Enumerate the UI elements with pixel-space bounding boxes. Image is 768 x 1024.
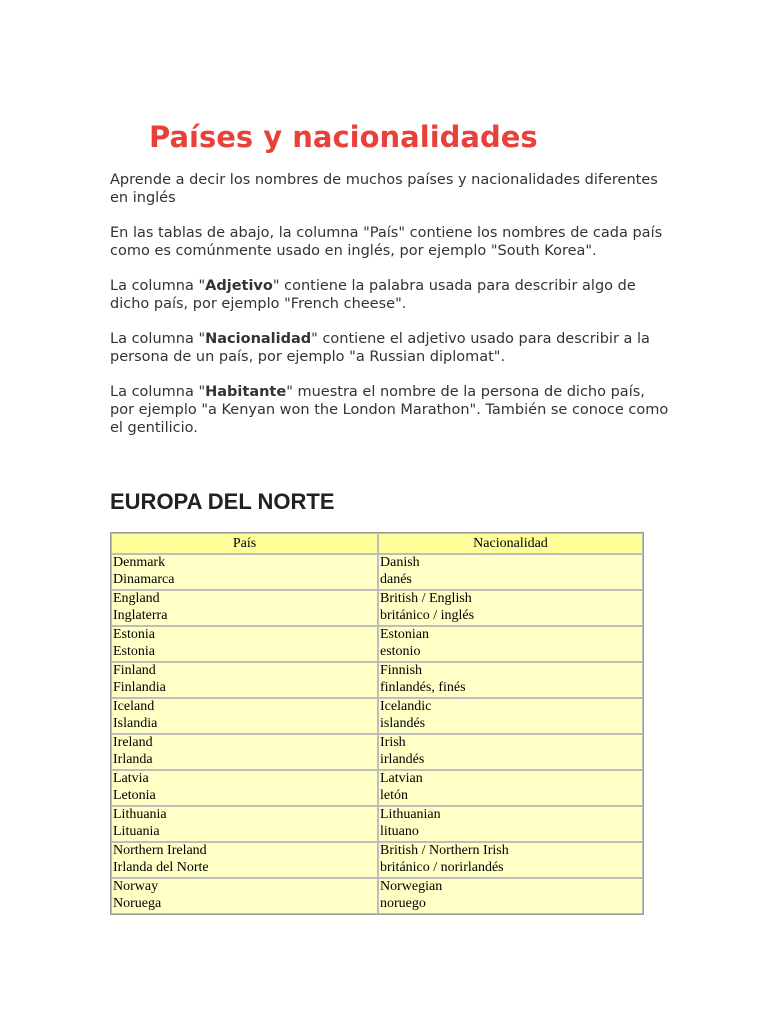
nationality-english: Finnish	[380, 663, 423, 678]
nationality-spanish: finlandés, finés	[380, 679, 466, 695]
nationality-spanish: noruego	[380, 895, 426, 911]
table-row	[111, 662, 643, 698]
country-name-english: Lithuania	[113, 807, 167, 822]
country-name-spanish: Lituania	[113, 823, 160, 839]
nationality-cell	[378, 878, 643, 914]
country-name-spanish: Islandia	[113, 715, 158, 731]
country-cell	[111, 806, 378, 842]
country-name-english: Iceland	[113, 699, 155, 714]
nationality-cell	[378, 662, 643, 698]
page-title: Países y nacionalidades	[149, 120, 538, 154]
table-row	[111, 878, 643, 914]
nationality-spanish: danés	[380, 571, 412, 587]
nationality-spanish: británico / inglés	[380, 607, 475, 623]
country-name-spanish: Estonia	[113, 643, 155, 659]
table-row	[111, 698, 643, 734]
country-name-spanish: Inglaterra	[113, 607, 168, 623]
country-name-spanish: Letonia	[113, 787, 156, 803]
country-cell	[111, 698, 378, 734]
nationality-english: Norwegian	[380, 879, 443, 894]
nationality-cell	[378, 590, 643, 626]
section-heading: EUROPA DEL NORTE	[110, 489, 335, 514]
country-name-english: Finland	[113, 663, 156, 678]
intro-paragraph-4	[110, 330, 670, 366]
country-name-english: England	[113, 591, 160, 606]
p4-text-before: La columna "	[110, 331, 206, 347]
table-row	[111, 734, 643, 770]
intro-paragraph-5	[110, 383, 670, 437]
nationality-cell	[378, 698, 643, 734]
country-name-english: Estonia	[113, 627, 155, 642]
country-cell	[111, 626, 378, 662]
country-cell	[111, 662, 378, 698]
nationality-cell	[378, 626, 643, 662]
nationality-cell	[378, 734, 643, 770]
adjetivo-term: Adjetivo	[205, 278, 273, 294]
nationality-english: Lithuanian	[380, 807, 441, 822]
nationality-spanish: letón	[380, 787, 408, 803]
nationality-english: Latvian	[380, 771, 423, 786]
nationality-english: Irish	[380, 735, 406, 750]
country-name-english: Denmark	[113, 555, 166, 570]
p5-text-before: La columna "	[110, 384, 206, 400]
table-row	[111, 554, 643, 590]
nationality-cell	[378, 554, 643, 590]
table-row	[111, 590, 643, 626]
country-cell	[111, 554, 378, 590]
p5-text-after: " muestra el nombre de la persona de dicho país, por ejemplo "a Kenyan won the London Marathon". También se conoce como el gentilicio.	[110, 384, 669, 436]
table-row	[111, 842, 643, 878]
nationality-cell	[378, 806, 643, 842]
p4-text-after: " contiene el adjetivo usado para describir a la persona de un país, por ejemplo "a Russian diplomat".	[110, 331, 650, 365]
nationality-spanish: estonio	[380, 643, 421, 659]
nacionalidad-term: Nacionalidad	[205, 331, 312, 347]
intro-paragraph-3	[110, 277, 670, 313]
intro-paragraph-1: Aprende a decir los nombres de muchos países y nacionalidades diferentes en inglés	[110, 172, 658, 206]
nationality-english: Danish	[380, 555, 420, 570]
table-header-row	[111, 533, 643, 554]
nationality-spanish: británico / norirlandés	[380, 859, 504, 875]
country-cell	[111, 734, 378, 770]
nationality-english: Icelandic	[380, 699, 432, 714]
habitante-term: Habitante	[205, 384, 287, 400]
country-name-spanish: Noruega	[113, 895, 162, 911]
nationality-english: Estonian	[380, 627, 429, 642]
column-header-nacionalidad: Nacionalidad	[378, 533, 643, 554]
nationality-spanish: irlandés	[380, 751, 425, 767]
nationality-spanish: lituano	[380, 823, 419, 839]
country-name-spanish: Dinamarca	[113, 571, 175, 587]
country-name-spanish: Finlandia	[113, 679, 166, 695]
country-cell	[111, 590, 378, 626]
p3-text-after: " contiene la palabra usada para describir algo de dicho país, por ejemplo "French cheese".	[110, 278, 636, 312]
table-row	[111, 770, 643, 806]
nationality-english: British / English	[380, 591, 472, 606]
nationality-cell	[378, 770, 643, 806]
country-name-spanish: Irlanda	[113, 751, 153, 767]
table-row	[111, 806, 643, 842]
countries-table	[110, 532, 644, 915]
nationality-cell	[378, 842, 643, 878]
nationality-english: British / Northern Irish	[380, 843, 509, 858]
intro-paragraph-2: En las tablas de abajo, la columna "País" contiene los nombres de cada país como es comúnmente usado en inglés, por ejemplo "South Korea".	[110, 225, 663, 259]
country-name-english: Norway	[113, 879, 159, 894]
table-row	[111, 626, 643, 662]
country-name-english: Latvia	[113, 771, 149, 786]
intro-text	[110, 171, 670, 454]
country-cell	[111, 770, 378, 806]
column-header-pais: País	[111, 533, 378, 554]
nationality-spanish: islandés	[380, 715, 426, 731]
country-cell	[111, 878, 378, 914]
p3-text-before: La columna "	[110, 278, 206, 294]
country-name-english: Ireland	[113, 735, 153, 750]
country-cell	[111, 842, 378, 878]
country-name-english: Northern Ireland	[113, 843, 207, 858]
country-name-spanish: Irlanda del Norte	[113, 859, 209, 875]
